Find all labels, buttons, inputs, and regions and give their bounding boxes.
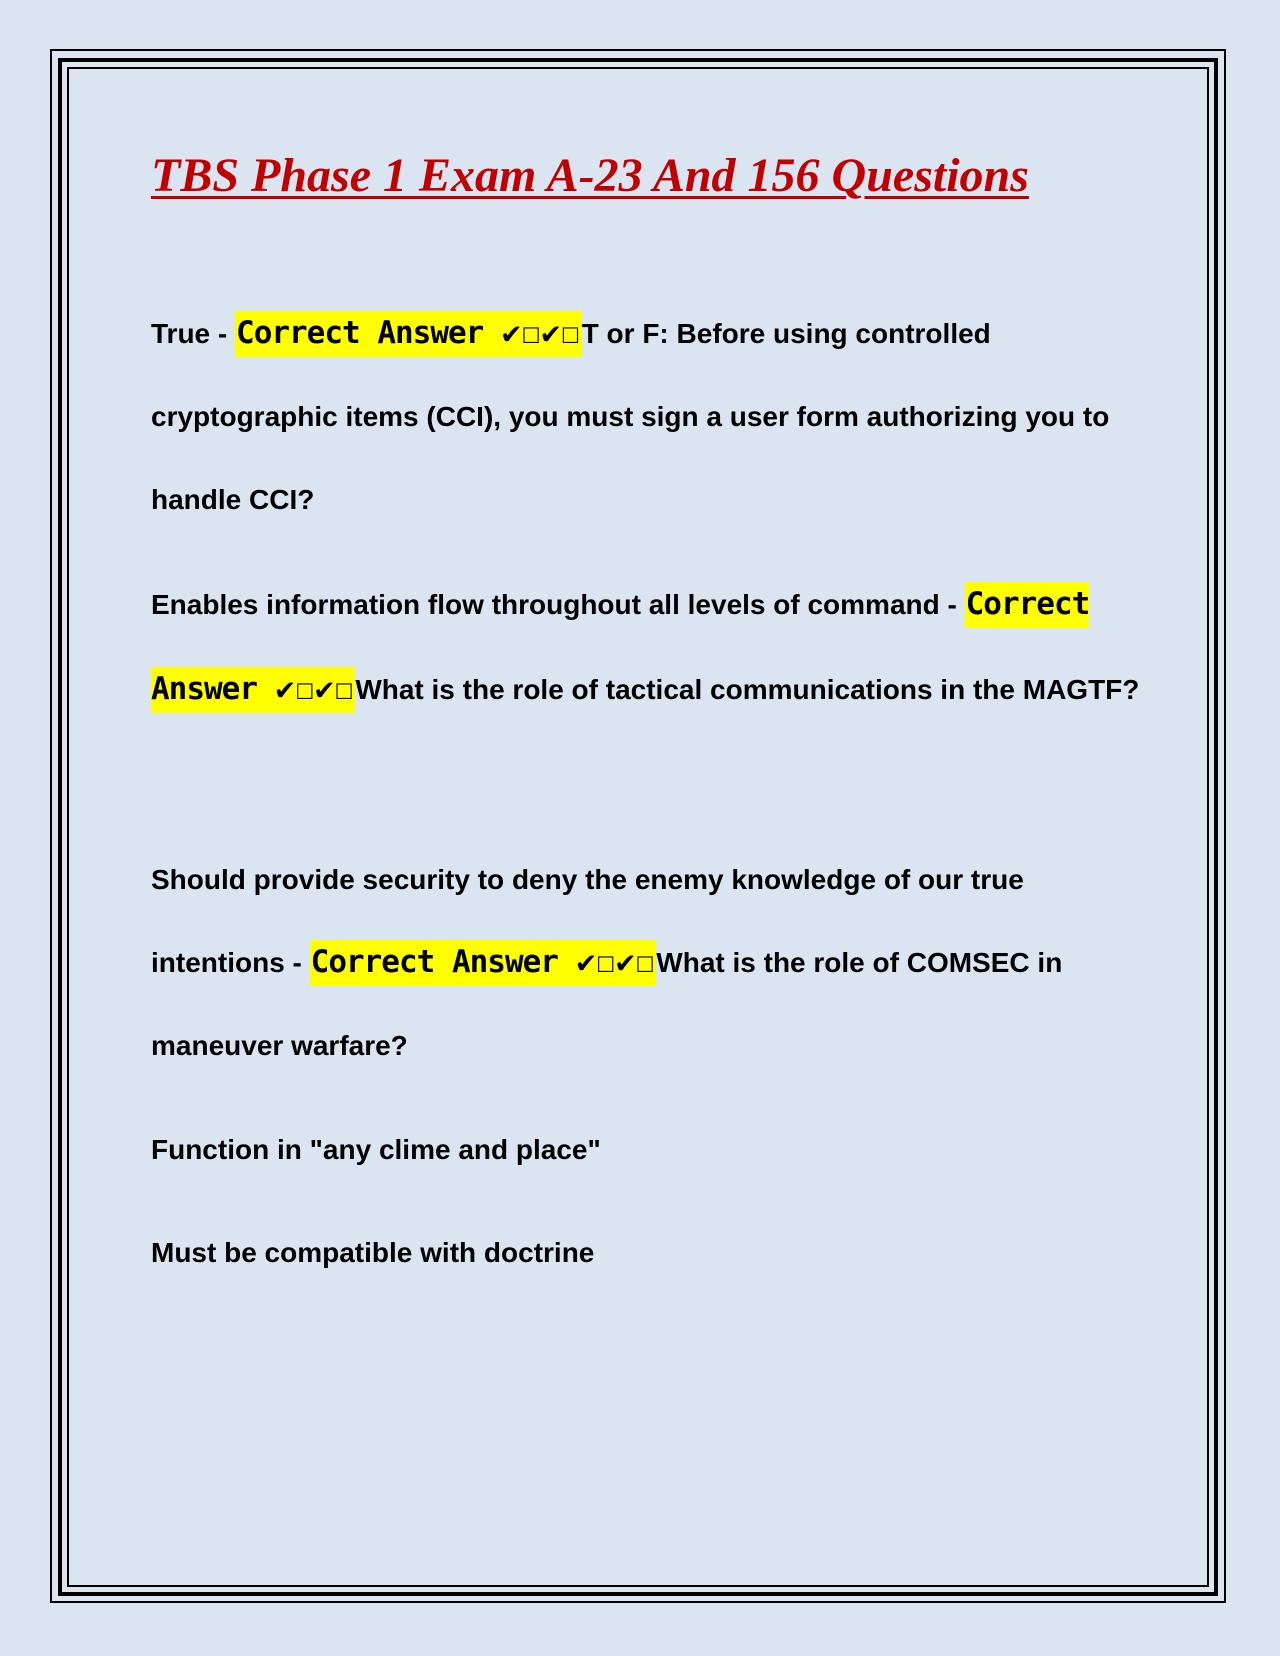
separator: - [939,589,965,620]
qa-item [151,292,1141,541]
check-marks-icon: ✔☐✔☐ [275,671,355,707]
correct-answer-label: Correct Answer [236,315,484,351]
correct-answer-label: Correct Answer [310,944,558,980]
check-marks-icon: ✔☐✔☐ [576,944,656,980]
correct-answer-highlight [235,311,582,357]
correct-answer-highlight [310,940,657,986]
question-text: What is the role of tactical communications in the MAGTF? [355,674,1140,705]
qa-item [151,562,1141,732]
question-text: What is the role of COMSEC in maneuver warfare? [151,947,1063,1061]
correct-answer-label: Correct Answer [151,586,1090,707]
answer-text: True [151,318,211,349]
answer-text: Enables information flow throughout all levels of command [151,589,940,620]
separator: - [284,947,310,978]
answer-text: Should provide security to deny the enemy knowledge of our true intentions [151,864,1024,978]
document-title: TBS Phase 1 Exam A-23 And 156 Questions [151,149,1029,202]
separator: - [210,318,236,349]
text-line: Must be compatible with doctrine [151,1237,595,1268]
check-marks-icon: ✔☐✔☐ [502,315,581,351]
question-text: T or F: Before using controlled cryptographic items (CCI), you must sign a user form authorizing you to handle CCI? [151,318,1110,515]
qa-item [151,838,1141,1087]
text-line: Function in "any clime and place" [151,1134,601,1165]
